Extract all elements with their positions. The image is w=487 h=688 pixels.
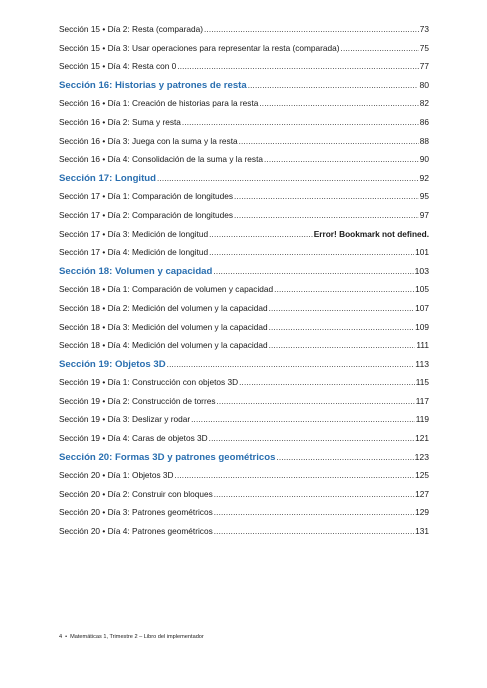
toc-entry-label: Sección 15 • Día 4: Resta con 0 bbox=[59, 61, 177, 72]
toc-page-number: 103 bbox=[414, 265, 429, 276]
toc-entry[interactable] bbox=[59, 98, 429, 117]
toc-heading-label: Sección 18: Volumen y capacidad bbox=[59, 265, 213, 277]
footer-book-title: Matemáticas 1, Trimestre 2 – Libro del implementador bbox=[70, 634, 204, 640]
footer-bullet: • bbox=[65, 634, 68, 640]
toc-page-number: 131 bbox=[415, 526, 429, 537]
toc-page-number: 117 bbox=[415, 395, 429, 406]
dot-leader bbox=[204, 25, 419, 34]
footer-page-number: 4 bbox=[59, 634, 63, 640]
toc-entry[interactable] bbox=[59, 43, 429, 62]
toc-entry-label: Sección 19 • Día 3: Deslizar y rodar bbox=[59, 414, 191, 425]
dot-leader bbox=[264, 155, 419, 164]
toc-entry-label: Sección 15 • Día 2: Resta (comparada) bbox=[59, 24, 204, 34]
toc-entry-label: Sección 17 • Día 1: Comparación de longitudes bbox=[59, 191, 234, 202]
dot-leader bbox=[269, 304, 415, 313]
toc-section-heading[interactable] bbox=[59, 452, 429, 471]
toc-entry[interactable] bbox=[59, 191, 429, 210]
toc-page-number: 125 bbox=[415, 470, 429, 481]
toc-page-number: 101 bbox=[415, 247, 429, 258]
toc-entry[interactable] bbox=[59, 470, 429, 489]
toc-entry-label: Sección 18 • Día 3: Medición del volumen y la capacidad bbox=[59, 321, 268, 332]
toc-page-number: 109 bbox=[415, 321, 429, 332]
toc-entry-label: Sección 16 • Día 2: Suma y resta bbox=[59, 116, 181, 127]
toc-page-number: 88 bbox=[419, 135, 429, 146]
toc-page-number: 119 bbox=[415, 414, 429, 425]
toc-entry[interactable] bbox=[59, 507, 429, 526]
toc-page-number: 77 bbox=[419, 61, 429, 72]
toc-page-number: 92 bbox=[419, 172, 429, 183]
toc-page-number: 105 bbox=[415, 284, 429, 295]
toc-entry-label: Sección 16 • Día 1: Creación de historias para la resta bbox=[59, 98, 259, 109]
toc-entry[interactable] bbox=[59, 284, 429, 303]
toc-page-number: 111 bbox=[416, 340, 429, 351]
dot-leader bbox=[177, 62, 418, 71]
toc-page-number: 75 bbox=[419, 42, 429, 53]
dot-leader bbox=[214, 527, 414, 536]
toc-entry[interactable] bbox=[59, 247, 429, 266]
dot-leader bbox=[234, 192, 419, 201]
dot-leader bbox=[157, 174, 418, 183]
toc-heading-label: Sección 19: Objetos 3D bbox=[59, 358, 166, 370]
toc-entry-label: Sección 20 • Día 4: Patrones geométricos bbox=[59, 526, 213, 537]
toc-entry[interactable] bbox=[59, 210, 429, 229]
dot-leader bbox=[239, 137, 419, 146]
toc-entry[interactable] bbox=[59, 61, 429, 80]
toc-entry[interactable] bbox=[59, 154, 429, 173]
toc-section-heading[interactable] bbox=[59, 359, 429, 378]
toc-entry-label: Sección 20 • Día 1: Objetos 3D bbox=[59, 470, 174, 481]
dot-leader bbox=[213, 267, 413, 276]
toc-heading-label: Sección 20: Formas 3D y patrones geométricos bbox=[59, 451, 276, 463]
toc-entry-label: Sección 19 • Día 1: Construcción con objetos 3D bbox=[59, 377, 239, 388]
dot-leader bbox=[276, 453, 413, 462]
toc-page-number: 113 bbox=[415, 358, 429, 369]
toc-entry-label: Sección 17 • Día 4: Medición de longitud bbox=[59, 247, 209, 258]
toc-entry[interactable] bbox=[59, 340, 429, 359]
toc-entry[interactable] bbox=[59, 433, 429, 452]
toc-page-number: 97 bbox=[419, 209, 429, 220]
dot-leader bbox=[259, 99, 418, 108]
toc-entry[interactable] bbox=[59, 322, 429, 341]
toc-entry[interactable] bbox=[59, 396, 429, 415]
toc-entry-label: Sección 19 • Día 4: Caras de objetos 3D bbox=[59, 433, 208, 444]
dot-leader bbox=[239, 378, 415, 387]
dot-leader bbox=[269, 341, 416, 350]
toc-entry[interactable] bbox=[59, 303, 429, 322]
toc-page-number: 115 bbox=[415, 377, 429, 388]
dot-leader bbox=[274, 285, 414, 294]
toc-section-heading[interactable] bbox=[59, 80, 429, 99]
toc-page-number: 129 bbox=[415, 507, 429, 518]
toc-entry[interactable] bbox=[59, 24, 429, 43]
toc-page-number: 123 bbox=[414, 451, 429, 462]
toc-heading-label: Sección 17: Longitud bbox=[59, 172, 157, 184]
toc-page-number: 80 bbox=[419, 79, 429, 90]
dot-leader bbox=[234, 211, 419, 220]
toc-entry-label: Sección 18 • Día 2: Medición del volumen y la capacidad bbox=[59, 302, 268, 313]
toc-section-heading[interactable] bbox=[59, 266, 429, 285]
page-footer bbox=[59, 634, 204, 640]
toc-entry[interactable] bbox=[59, 136, 429, 155]
dot-leader bbox=[248, 81, 419, 90]
table-of-contents bbox=[59, 24, 429, 545]
dot-leader bbox=[214, 490, 414, 499]
toc-entry-label: Sección 18 • Día 4: Medición del volumen y la capacidad bbox=[59, 340, 268, 351]
toc-entry[interactable] bbox=[59, 117, 429, 136]
toc-page-number: 127 bbox=[415, 488, 429, 499]
toc-page-number: 95 bbox=[419, 191, 429, 202]
toc-page-number: 82 bbox=[419, 98, 429, 109]
toc-entry-label: Sección 15 • Día 3: Usar operaciones para representar la resta (comparada) bbox=[59, 42, 340, 53]
toc-entry-label: Sección 16 • Día 4: Consolidación de la suma y la resta bbox=[59, 154, 263, 165]
toc-entry-label: Sección 18 • Día 1: Comparación de volumen y capacidad bbox=[59, 284, 274, 295]
toc-entry-label: Sección 17 • Día 3: Medición de longitud bbox=[59, 228, 209, 239]
dot-leader bbox=[209, 230, 313, 239]
bookmark-error-text: Error! Bookmark not defined. bbox=[313, 228, 429, 239]
dot-leader bbox=[209, 434, 415, 443]
toc-page-number: 86 bbox=[419, 116, 429, 127]
toc-entry[interactable] bbox=[59, 489, 429, 508]
dot-leader bbox=[269, 323, 415, 332]
dot-leader bbox=[216, 397, 414, 406]
dot-leader bbox=[167, 360, 415, 369]
toc-entry-label: Sección 17 • Día 2: Comparación de longitudes bbox=[59, 209, 234, 220]
dot-leader bbox=[182, 118, 419, 127]
dot-leader bbox=[209, 248, 414, 257]
toc-page-number: 121 bbox=[415, 433, 429, 444]
toc-heading-label: Sección 16: Historias y patrones de resta bbox=[59, 79, 247, 91]
toc-entry[interactable] bbox=[59, 229, 429, 248]
toc-entry[interactable] bbox=[59, 414, 429, 433]
dot-leader bbox=[341, 44, 419, 53]
toc-entry-label: Sección 16 • Día 3: Juega con la suma y la resta bbox=[59, 135, 238, 146]
toc-page-number: 107 bbox=[415, 302, 429, 313]
dot-leader bbox=[191, 415, 415, 424]
toc-entry-label: Sección 20 • Día 2: Construir con bloques bbox=[59, 488, 213, 499]
dot-leader bbox=[175, 471, 415, 480]
toc-page-number: 90 bbox=[419, 154, 429, 165]
toc-entry-label: Sección 20 • Día 3: Patrones geométricos bbox=[59, 507, 213, 518]
toc-entry[interactable] bbox=[59, 526, 429, 545]
toc-entry[interactable] bbox=[59, 377, 429, 396]
toc-page-number: 73 bbox=[419, 24, 429, 34]
toc-entry-label: Sección 19 • Día 2: Construcción de torres bbox=[59, 395, 216, 406]
toc-section-heading[interactable] bbox=[59, 173, 429, 192]
dot-leader bbox=[214, 508, 414, 517]
